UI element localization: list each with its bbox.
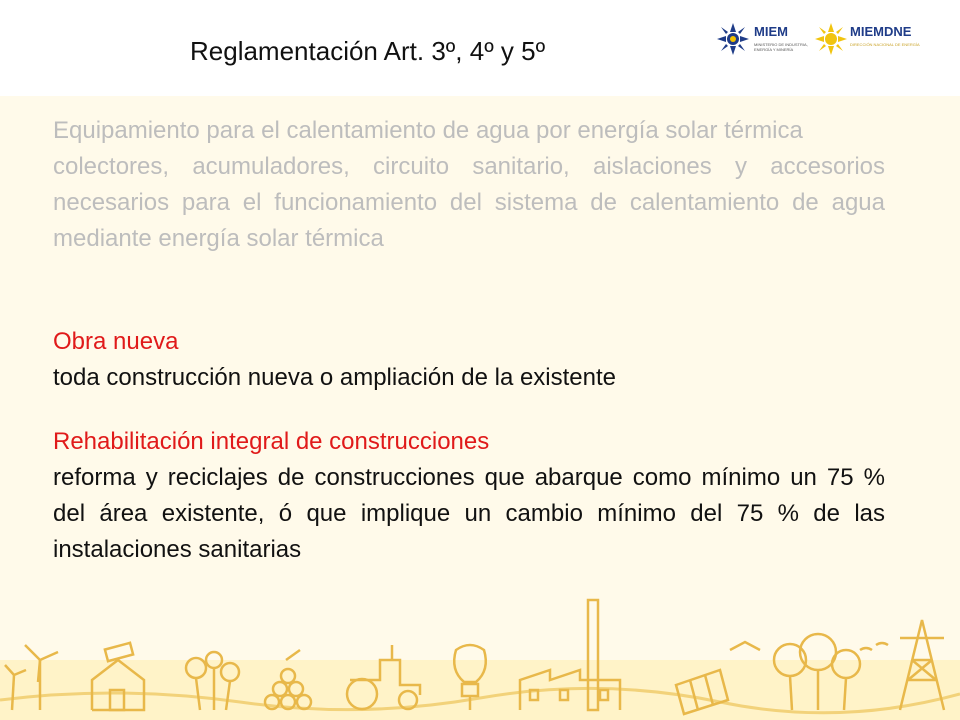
section-rehabilitacion <box>53 424 885 568</box>
section-equipamiento <box>53 113 885 257</box>
rehabilitacion-body: reforma y reciclajes de construcciones que abarque como mínimo un 75 % del área existente, ó que implique un cambio mínimo del 75 % de las instalaciones sanitarias <box>53 464 885 563</box>
equipamiento-heading: Equipamiento para el calentamiento de agua por energía solar térmica <box>53 117 803 144</box>
miemdne-logo <box>812 18 932 62</box>
miem-logo <box>712 18 812 62</box>
rehabilitacion-heading: Rehabilitación integral de construcciones <box>53 428 490 455</box>
miem-logo-text: MIEM <box>754 24 788 39</box>
miem-sun-icon <box>716 22 750 56</box>
obra-nueva-body: toda construcción nueva o ampliación de la existente <box>53 364 617 391</box>
miemdne-logo-subtext: DIRECCIÓN NACIONAL DE ENERGÍA <box>850 42 920 47</box>
logos <box>712 18 932 62</box>
section-obra-nueva <box>53 324 885 396</box>
obra-nueva-heading: Obra nueva <box>53 328 179 355</box>
miem-logo-subtext: MINISTERIO DE INDUSTRIA, ENERGÍA Y MINERÍA <box>754 42 808 52</box>
energy-sketch-illustration <box>0 590 960 720</box>
miemdne-sun-icon <box>814 22 848 56</box>
slide-title: Reglamentación Art. 3º, 4º y 5º <box>190 36 546 66</box>
miemdne-logo-text: MIEMDNE <box>850 24 912 39</box>
equipamiento-body: colectores, acumuladores, circuito sanitario, aislaciones y accesorios necesarios para el funcionamiento del sistema de calentamiento de agua mediante energía solar térmica <box>53 153 885 252</box>
